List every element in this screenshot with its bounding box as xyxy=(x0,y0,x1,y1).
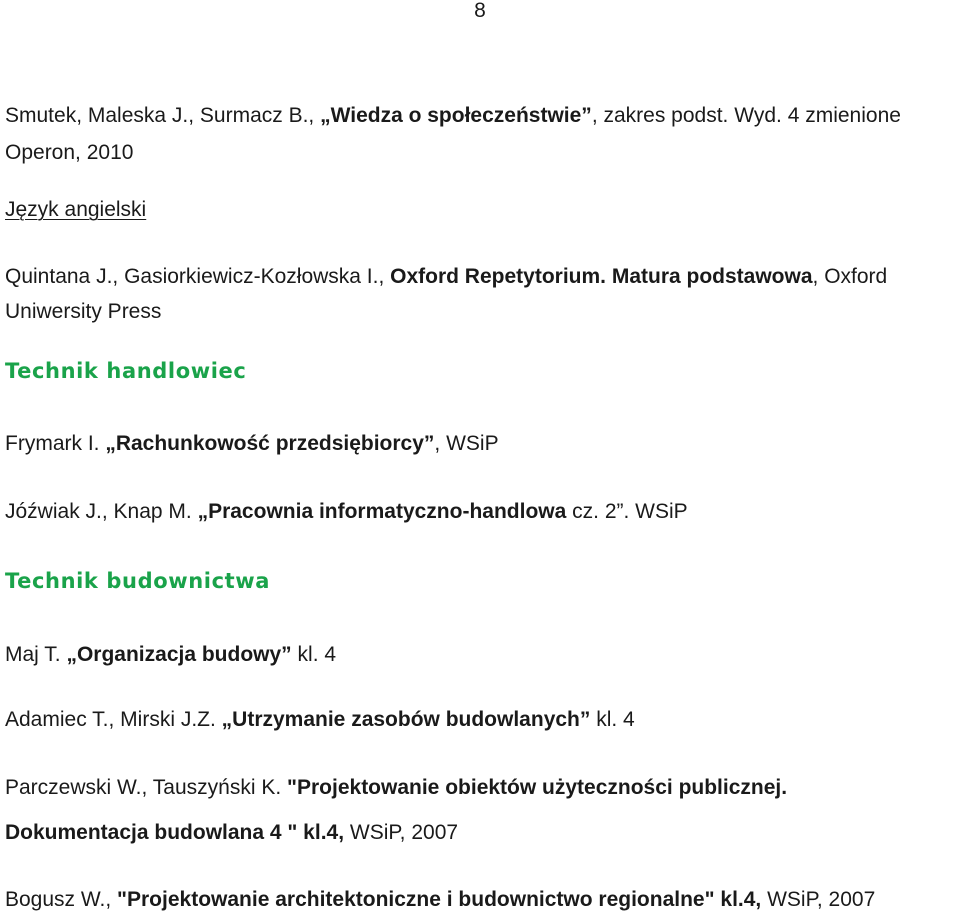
entry-utrzymanie-authors: Adamiec T., Mirski J.Z. xyxy=(5,708,222,731)
entry-projektowanie-architektoniczne xyxy=(5,887,875,913)
entry-wos-authors: Smutek, Maleska J., Surmacz B., xyxy=(5,104,321,127)
page-number: 8 xyxy=(474,0,486,22)
entry-projektowanie-obiektow-title: "Projektowanie obiektów użyteczności publicznej. xyxy=(287,776,788,799)
entry-wos-line2: Operon, 2010 xyxy=(5,141,134,164)
section-heading-technik-budownictwa: Technik budownictwa xyxy=(5,569,271,593)
entry-wos-details: , zakres podst. Wyd. 4 zmienione xyxy=(591,104,901,127)
entry-utrzymanie xyxy=(5,707,635,733)
entry-rachunkowosc-publisher: , WSiP xyxy=(434,432,499,455)
entry-wos-title: „Wiedza o społeczeństwie” xyxy=(320,104,592,127)
entry-oxford-publisher: , Oxford xyxy=(812,265,888,288)
entry-rachunkowosc-title: „Rachunkowość przedsiębiorcy” xyxy=(105,432,435,455)
entry-pracownia xyxy=(5,499,688,525)
section-heading-technik-handlowiec: Technik handlowiec xyxy=(5,359,247,383)
entry-projektowanie-architektoniczne-publisher: WSiP, 2007 xyxy=(761,888,876,911)
entry-projektowanie-architektoniczne-title: "Projektowanie architektoniczne i budownictwo regionalne" kl.4, xyxy=(117,888,762,911)
entry-rachunkowosc-author: Frymark I. xyxy=(5,432,106,455)
entry-projektowanie-obiektow-line1 xyxy=(5,775,787,801)
entry-oxford-line1 xyxy=(5,264,887,290)
entry-organizacja-grade: kl. 4 xyxy=(291,643,337,666)
sub-heading-jezyk-angielski: Język angielski xyxy=(5,198,147,221)
entry-oxford-line2: Uniwersity Press xyxy=(5,300,162,323)
entry-oxford-authors: Quintana J., Gasiorkiewicz-Kozłowska I., xyxy=(5,265,391,288)
entry-wos-line1 xyxy=(5,103,901,129)
entry-oxford-title: Oxford Repetytorium. Matura podstawowa xyxy=(390,265,813,288)
entry-organizacja-author: Maj T. xyxy=(5,643,67,666)
entry-rachunkowosc xyxy=(5,431,499,457)
entry-projektowanie-architektoniczne-author: Bogusz W., xyxy=(5,888,118,911)
entry-projektowanie-obiektow-title-cont: Dokumentacja budowlana 4 " kl.4, xyxy=(5,821,345,844)
entry-projektowanie-obiektow-publisher: WSiP, 2007 xyxy=(344,821,459,844)
entry-pracownia-authors: Jóźwiak J., Knap M. xyxy=(5,500,198,523)
entry-pracownia-details: cz. 2”. WSiP xyxy=(566,500,688,523)
entry-projektowanie-obiektow-authors: Parczewski W., Tauszyński K. xyxy=(5,776,288,799)
entry-projektowanie-obiektow-line2 xyxy=(5,820,458,846)
entry-utrzymanie-grade: kl. 4 xyxy=(590,708,635,731)
entry-utrzymanie-title: „Utrzymanie zasobów budowlanych” xyxy=(221,708,591,731)
entry-pracownia-title: „Pracownia informatyczno-handlowa xyxy=(197,500,567,523)
entry-organizacja xyxy=(5,642,336,668)
entry-organizacja-title: „Organizacja budowy” xyxy=(66,643,292,666)
